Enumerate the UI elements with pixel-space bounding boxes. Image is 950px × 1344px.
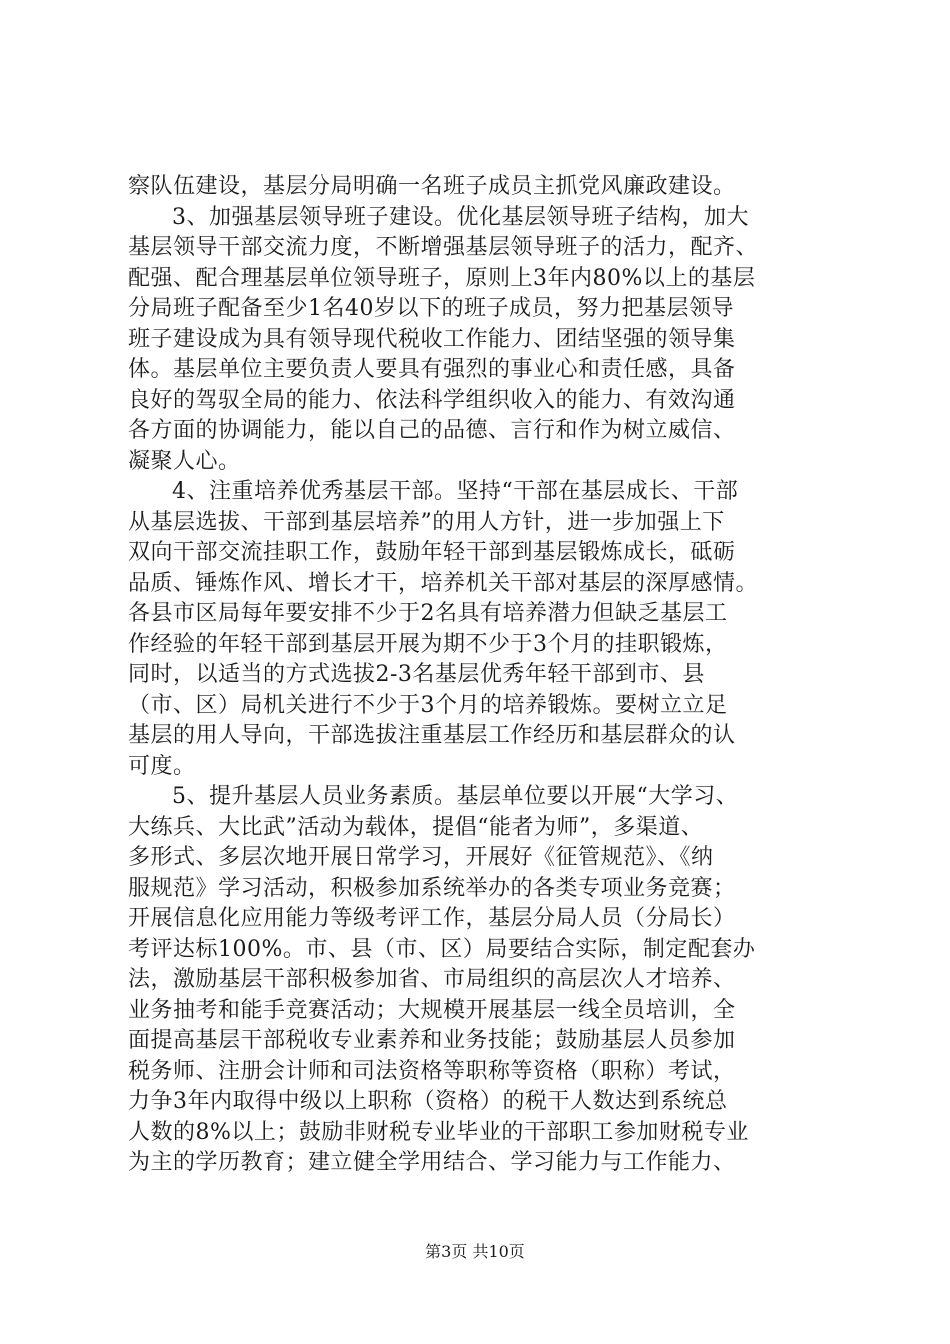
text-line: 凝聚人心。 bbox=[128, 449, 241, 474]
text-line: 双向干部交流挂职工作，鼓励年轻干部到基层锻炼成长，砥砺 bbox=[128, 540, 736, 565]
text-line: 班子建设成为具有领导现代税收工作能力、团结坚强的领导集 bbox=[128, 327, 736, 352]
text-line: 作经验的年轻干部到基层开展为期不少于3个月的挂职锻炼， bbox=[128, 632, 728, 657]
paragraph-3-start: 3、加强基层领导班子建设。优化基层领导班子结构，加大 bbox=[172, 205, 749, 230]
text-line: 分局班子配备至少1名40岁以下的班子成员，努力把基层领导 bbox=[128, 296, 734, 321]
text-line: 大练兵、大比武”活动为载体，提倡“能者为师”，多渠道、 bbox=[128, 815, 704, 840]
paragraph-4-start: 4、注重培养优秀基层干部。坚持“干部在基层成长、干部 bbox=[172, 479, 739, 504]
text-line: 各县市区局每年要安排不少于2名具有培养潜力但缺乏基层工 bbox=[128, 601, 728, 626]
text-line: 法，激励基层干部积极参加省、市局组织的高层次人才培养、 bbox=[128, 967, 736, 992]
page-number-footer: 第3页 共10页 bbox=[425, 1242, 525, 1261]
text-line: 业务抽考和能手竞赛活动；大规模开展基层一线全员培训，全 bbox=[128, 998, 736, 1023]
text-line: 可度。 bbox=[128, 754, 196, 779]
text-line: 考评达标100%。市、县（市、区）局要结合实际，制定配套办 bbox=[128, 937, 756, 962]
paragraph-5-start: 5、提升基层人员业务素质。基层单位要以开展“大学习、 bbox=[172, 784, 739, 809]
text-line: 人数的8%以上；鼓励非财税专业毕业的干部职工参加财税专业 bbox=[128, 1120, 749, 1145]
text-line: 基层的用人导向，干部选拔注重基层工作经历和基层群众的认 bbox=[128, 723, 736, 748]
text-line: 面提高基层干部税收专业素养和业务技能；鼓励基层人员参加 bbox=[128, 1028, 736, 1053]
text-line: （市、区）局机关进行不少于3个月的培养锻炼。要树立立足 bbox=[128, 693, 728, 718]
text-line: 力争3年内取得中级以上职称（资格）的税干人数达到系统总 bbox=[128, 1089, 728, 1114]
text-line: 税务师、注册会计师和司法资格等职称等资格（职称）考试， bbox=[128, 1059, 736, 1084]
text-line: 服规范》学习活动，积极参加系统举办的各类专项业务竞赛； bbox=[128, 876, 736, 901]
text-line: 开展信息化应用能力等级考评工作，基层分局人员（分局长） bbox=[128, 906, 736, 931]
text-line: 配强、配合理基层单位领导班子，原则上3年内80%以上的基层 bbox=[128, 266, 756, 291]
text-line: 多形式、多层次地开展日常学习，开展好《征管规范》、《纳 bbox=[128, 845, 714, 870]
text-line: 品质、锤炼作风、增长才干，培养机关干部对基层的深厚感情。 bbox=[128, 571, 759, 596]
text-line: 体。基层单位主要负责人要具有强烈的事业心和责任感，具备 bbox=[128, 357, 736, 382]
text-line: 为主的学历教育；建立健全学用结合、学习能力与工作能力、 bbox=[128, 1150, 736, 1175]
text-line: 各方面的协调能力，能以自己的品德、言行和作为树立威信、 bbox=[128, 418, 736, 443]
text-line: 基层领导干部交流力度，不断增强基层领导班子的活力，配齐、 bbox=[128, 235, 759, 260]
text-line: 从基层选拔、干部到基层培养”的用人方针，进一步加强上下 bbox=[128, 510, 725, 535]
text-line: 同时，以适当的方式选拔2-3名基层优秀年轻干部到市、县 bbox=[128, 662, 705, 687]
text-line: 良好的驾驭全局的能力、依法科学组织收入的能力、有效沟通 bbox=[128, 388, 736, 413]
text-line: 察队伍建设，基层分局明确一名班子成员主抓党风廉政建设。 bbox=[128, 174, 736, 199]
